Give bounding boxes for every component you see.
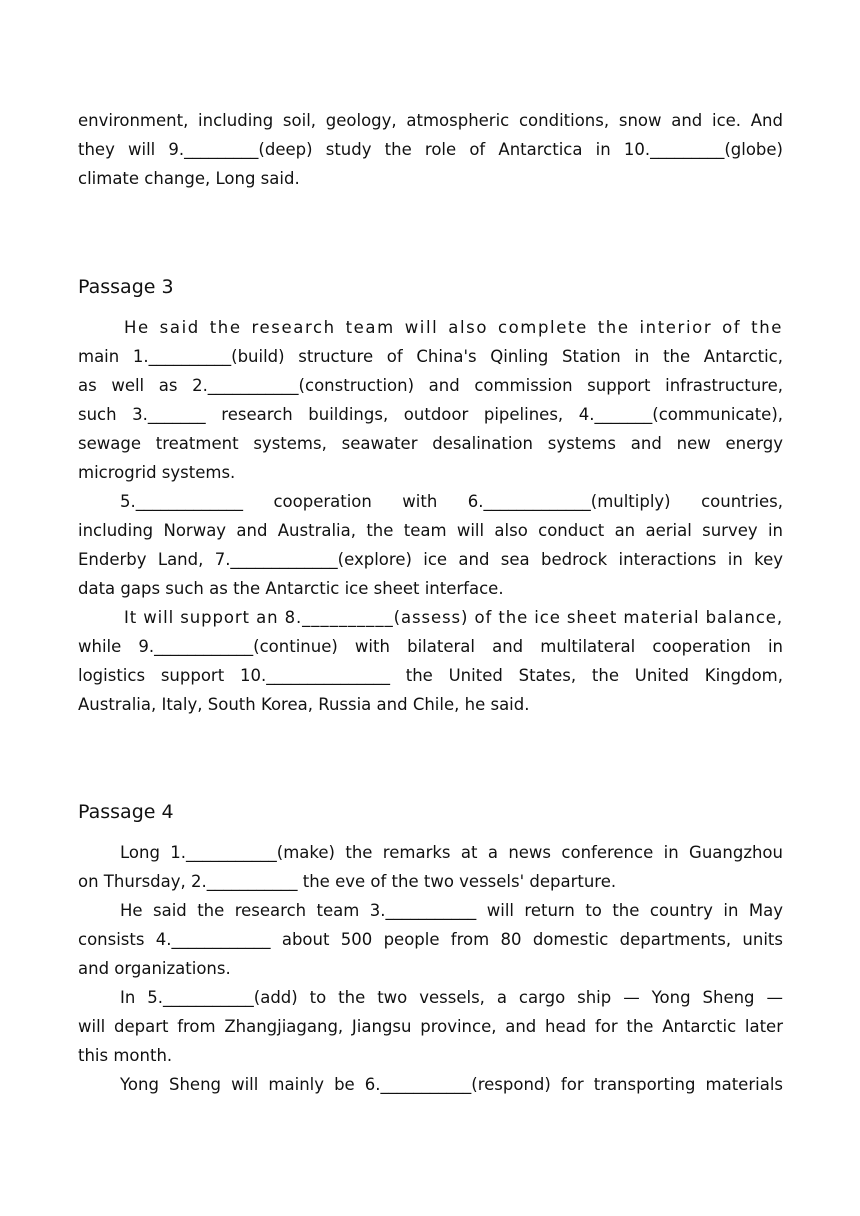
passage-3-line: logistics support 10._______________ the United States, the United Kingdom, bbox=[78, 666, 783, 685]
passage-3-line: It will support an 8.__________(assess) of the ice sheet material balance, bbox=[124, 608, 784, 627]
passage-4-line: Yong Sheng will mainly be 6.___________(respond) for transporting materials bbox=[120, 1075, 783, 1094]
passage-3-heading: Passage 3 bbox=[78, 276, 174, 298]
passage-4-line: Long 1.___________(make) the remarks at a news conference in Guangzhou bbox=[120, 843, 783, 862]
passage-4-line: on Thursday, 2.___________ the eve of the two vessels' departure. bbox=[78, 872, 617, 891]
passage-4-line: He said the research team 3.___________ will return to the country in May bbox=[120, 901, 783, 920]
passage-4-body bbox=[78, 838, 783, 1099]
passage-4-line: will depart from Zhangjiagang, Jiangsu province, and head for the Antarctic later bbox=[78, 1017, 783, 1036]
intro-line: they will 9._________(deep) study the role of Antarctica in 10._________(globe) bbox=[78, 140, 783, 159]
passage-3-line: 5._____________ cooperation with 6._____________(multiply) countries, bbox=[120, 492, 783, 511]
passage-4-line: and organizations. bbox=[78, 959, 231, 978]
passage-3-line: Australia, Italy, South Korea, Russia and Chile, he said. bbox=[78, 695, 530, 714]
passage-3-line: such 3._______ research buildings, outdoor pipelines, 4._______(communicate), bbox=[78, 405, 783, 424]
passage-3-line: Enderby Land, 7._____________(explore) ice and sea bedrock interactions in key bbox=[78, 550, 783, 569]
passage-4-line: this month. bbox=[78, 1046, 173, 1065]
passage-3-line: data gaps such as the Antarctic ice sheet interface. bbox=[78, 579, 504, 598]
passage-4-line: In 5.___________(add) to the two vessels, a cargo ship — Yong Sheng — bbox=[120, 988, 783, 1007]
intro-line: environment, including soil, geology, atmospheric conditions, snow and ice. And bbox=[78, 111, 783, 130]
passage-3-line: sewage treatment systems, seawater desalination systems and new energy bbox=[78, 434, 783, 453]
passage-4-line: consists 4.____________ about 500 people from 80 domestic departments, units bbox=[78, 930, 783, 949]
passage-3-line: He said the research team will also complete the interior of the bbox=[124, 318, 783, 337]
intro-paragraph bbox=[78, 106, 783, 193]
passage-3-line: main 1.__________(build) structure of China's Qinling Station in the Antarctic, bbox=[78, 347, 783, 366]
passage-3-body bbox=[78, 313, 783, 719]
passage-3-line: microgrid systems. bbox=[78, 463, 236, 482]
passage-4-heading: Passage 4 bbox=[78, 801, 174, 823]
passage-3-line: as well as 2.___________(construction) and commission support infrastructure, bbox=[78, 376, 783, 395]
intro-line: climate change, Long said. bbox=[78, 169, 300, 188]
passage-3-line: including Norway and Australia, the team will also conduct an aerial survey in bbox=[78, 521, 783, 540]
passage-3-line: while 9.____________(continue) with bilateral and multilateral cooperation in bbox=[78, 637, 783, 656]
